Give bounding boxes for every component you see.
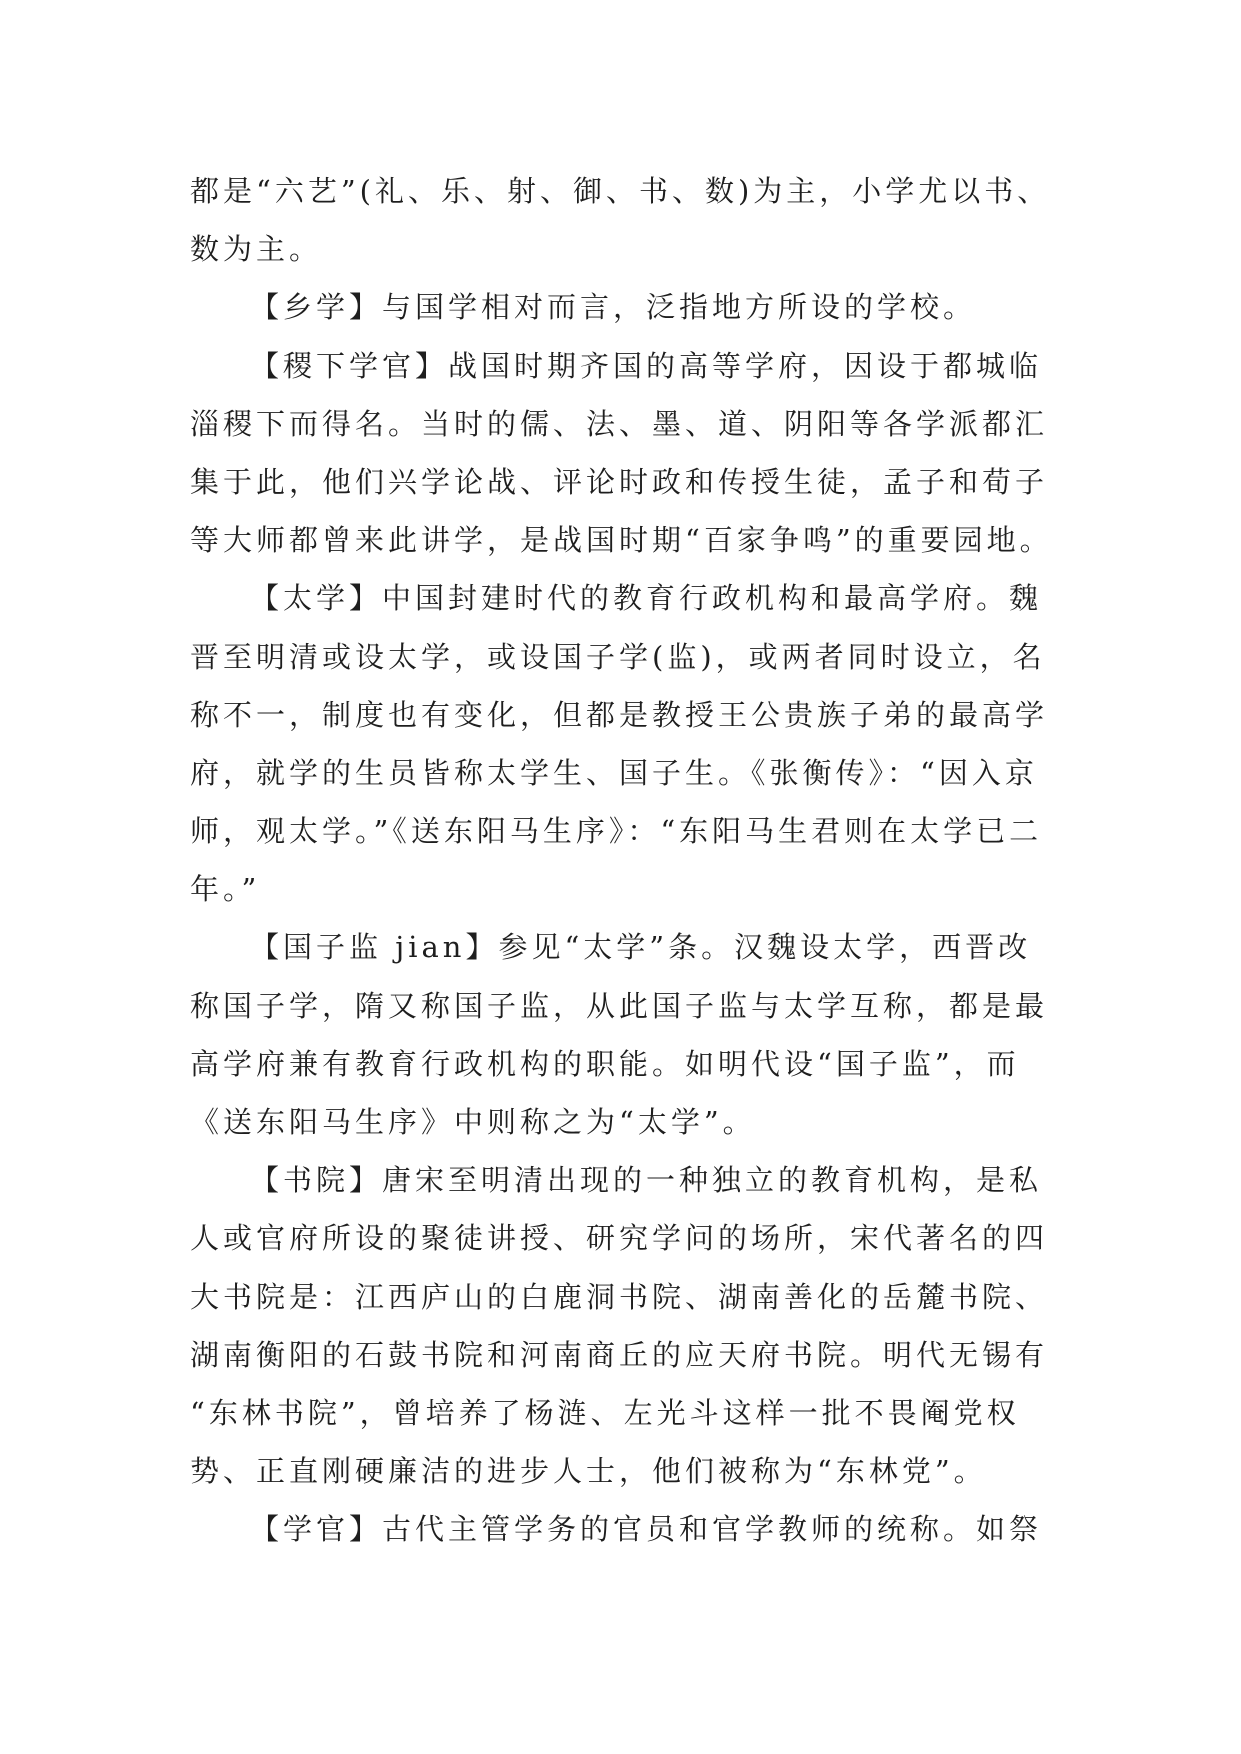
text-line: 集于此，他们兴学论战、评论时政和传授生徒，孟子和荀子 <box>190 464 1049 499</box>
paragraph-start-line: 【稷下学官】战国时期齐国的高等学府，因设于都城临 <box>250 348 1043 383</box>
paragraph-start-line: 【书院】唐宋至明清出现的一种独立的教育机构，是私 <box>250 1163 1043 1198</box>
text-line: 高学府兼有教育行政机构的职能。如明代设“国子监”，而 <box>190 1046 1020 1081</box>
text-line: 势、正直刚硬廉洁的进步人士，他们被称为“东林党”。 <box>190 1454 987 1489</box>
text-line: 称国子学，隋又称国子监，从此国子监与太学互称，都是最 <box>190 988 1049 1023</box>
paragraph-start-line: 【学官】古代主管学务的官员和官学教师的统称。如祭 <box>250 1512 1043 1547</box>
document-body <box>190 162 1090 1559</box>
text-line: 晋至明清或设太学，或设国子学(监)，或两者同时设立，名 <box>190 639 1046 674</box>
text-line: 人或官府所设的聚徒讲授、研究学问的场所，宋代著名的四 <box>190 1221 1049 1256</box>
text-line: 大书院是：江西庐山的白鹿洞书院、湖南善化的岳麓书院、 <box>190 1279 1049 1314</box>
paragraph-start-line: 【太学】中国封建时代的教育行政机构和最高学府。魏 <box>250 581 1043 616</box>
text-line: 称不一，制度也有变化，但都是教授王公贵族子弟的最高学 <box>190 697 1049 732</box>
text-line: 湖南衡阳的石鼓书院和河南商丘的应天府书院。明代无锡有 <box>190 1337 1049 1372</box>
text-line: 师，观太学。”《送东阳马生序》：“东阳马生君则在太学已二 <box>190 814 1043 849</box>
text-line: 淄稷下而得名。当时的儒、法、墨、道、阴阳等各学派都汇 <box>190 406 1049 441</box>
text-line: 都是“六艺”(礼、乐、射、御、书、数)为主，小学尤以书、 <box>190 174 1051 208</box>
text-line: 数为主。 <box>190 232 323 267</box>
text-line: 府，就学的生员皆称太学生、国子生。《张衡传》：“因入京 <box>190 755 1038 790</box>
text-line: 等大师都曾来此讲学，是战国时期“百家争鸣”的重要园地。 <box>190 523 1053 558</box>
paragraph-start-line: 【国子监 jian】参见“太学”条。汉魏设太学，西晋改 <box>250 930 1032 965</box>
text-line: “东林书院”，曾培养了杨涟、左光斗这样一批不畏阉党权 <box>190 1395 1020 1430</box>
paragraph-start-line: 【乡学】与国学相对而言，泛指地方所设的学校。 <box>250 290 977 325</box>
text-line: 年。” <box>190 872 261 907</box>
text-line: 《送东阳马生序》中则称之为“太学”。 <box>190 1105 756 1139</box>
